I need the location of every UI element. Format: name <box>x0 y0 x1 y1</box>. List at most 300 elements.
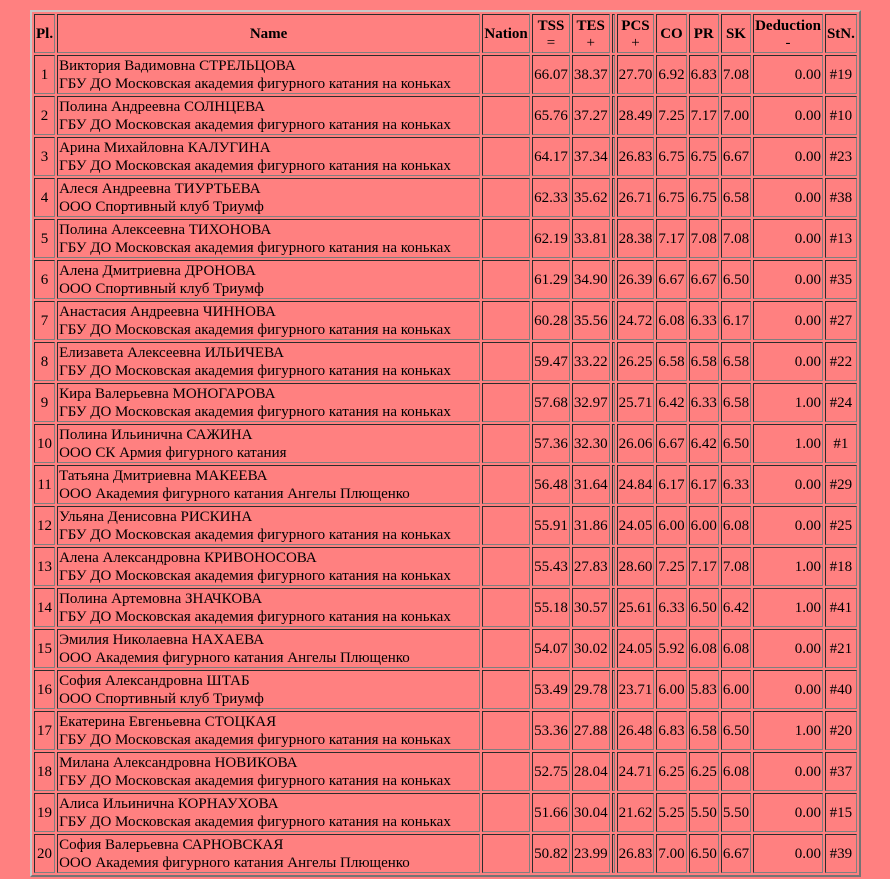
deduction-cell: 1.00 <box>753 711 823 750</box>
skater-name: София Александровна ШТАБ <box>59 672 250 689</box>
pr-cell: 6.42 <box>689 424 719 463</box>
pr-cell: 6.00 <box>689 506 719 545</box>
gap-cell <box>612 670 615 709</box>
header-tss-sub: = <box>546 34 556 51</box>
pr-cell: 5.83 <box>689 670 719 709</box>
nation-cell <box>482 178 530 217</box>
pr-cell: 6.83 <box>689 55 719 94</box>
start-number-cell: #21 <box>825 629 857 668</box>
start-number-cell: #41 <box>825 588 857 627</box>
skater-cell <box>57 301 480 340</box>
co-cell: 6.75 <box>656 178 686 217</box>
deduction-cell: 0.00 <box>753 219 823 258</box>
pcs-cell: 27.70 <box>617 55 655 94</box>
pcs-cell: 26.83 <box>617 137 655 176</box>
sk-cell: 7.00 <box>721 96 751 135</box>
place-cell: 8 <box>34 342 55 381</box>
tss-cell: 57.36 <box>532 424 570 463</box>
start-number-cell: #23 <box>825 137 857 176</box>
skater-club: ГБУ ДО Московская академия фигурного катания на коньках <box>59 772 451 789</box>
deduction-cell: 1.00 <box>753 424 823 463</box>
sk-cell: 6.08 <box>721 506 751 545</box>
skater-cell <box>57 465 480 504</box>
sk-cell: 7.08 <box>721 547 751 586</box>
gap-cell <box>612 629 615 668</box>
nation-cell <box>482 465 530 504</box>
place-cell: 10 <box>34 424 55 463</box>
sk-cell: 6.50 <box>721 260 751 299</box>
header-name: Name <box>57 14 480 53</box>
gap-cell <box>612 793 615 832</box>
header-row <box>34 14 857 53</box>
tes-cell: 38.37 <box>572 55 610 94</box>
deduction-cell: 0.00 <box>753 834 823 873</box>
tss-cell: 50.82 <box>532 834 570 873</box>
deduction-cell: 0.00 <box>753 752 823 791</box>
pcs-cell: 28.60 <box>617 547 655 586</box>
sk-cell: 6.58 <box>721 342 751 381</box>
start-number-cell: #25 <box>825 506 857 545</box>
tes-cell: 23.99 <box>572 834 610 873</box>
gap-cell <box>612 506 615 545</box>
skater-name: Милана Александровна НОВИКОВА <box>59 754 298 771</box>
start-number-cell: #18 <box>825 547 857 586</box>
place-cell: 18 <box>34 752 55 791</box>
place-cell: 4 <box>34 178 55 217</box>
gap-cell <box>612 465 615 504</box>
co-cell: 5.25 <box>656 793 686 832</box>
skater-cell <box>57 547 480 586</box>
table-row <box>34 834 857 873</box>
skater-club: ГБУ ДО Московская академия фигурного катания на коньках <box>59 157 451 174</box>
table-row <box>34 96 857 135</box>
tss-cell: 60.28 <box>532 301 570 340</box>
table-row <box>34 588 857 627</box>
skater-cell <box>57 260 480 299</box>
place-cell: 9 <box>34 383 55 422</box>
place-cell: 11 <box>34 465 55 504</box>
co-cell: 6.92 <box>656 55 686 94</box>
gap-cell <box>612 260 615 299</box>
pr-cell: 6.08 <box>689 629 719 668</box>
skater-name: Алиса Ильинична КОРНАУХОВА <box>59 795 279 812</box>
skater-name: Полина Артемовна ЗНАЧКОВА <box>59 590 263 607</box>
header-tes-label: TES <box>576 17 605 34</box>
skater-club: ГБУ ДО Московская академия фигурного катания на коньках <box>59 526 451 543</box>
gap-cell <box>612 834 615 873</box>
nation-cell <box>482 137 530 176</box>
sk-cell: 6.17 <box>721 301 751 340</box>
tss-cell: 57.68 <box>532 383 570 422</box>
deduction-cell: 0.00 <box>753 629 823 668</box>
skater-name: Ульяна Денисовна РИСКИНА <box>59 508 253 525</box>
skater-name: Полина Алексеевна ТИХОНОВА <box>59 221 272 238</box>
skater-club: ГБУ ДО Московская академия фигурного катания на коньках <box>59 116 451 133</box>
start-number-cell: #29 <box>825 465 857 504</box>
tes-cell: 30.02 <box>572 629 610 668</box>
place-cell: 13 <box>34 547 55 586</box>
start-number-cell: #22 <box>825 342 857 381</box>
skater-name: Анастасия Андреевна ЧИННОВА <box>59 303 276 320</box>
gap-cell <box>612 588 615 627</box>
tes-cell: 30.04 <box>572 793 610 832</box>
place-cell: 6 <box>34 260 55 299</box>
skater-cell <box>57 588 480 627</box>
table-row <box>34 506 857 545</box>
place-cell: 7 <box>34 301 55 340</box>
deduction-cell: 1.00 <box>753 383 823 422</box>
skater-cell <box>57 752 480 791</box>
start-number-cell: #1 <box>825 424 857 463</box>
pcs-cell: 21.62 <box>617 793 655 832</box>
start-number-cell: #20 <box>825 711 857 750</box>
tes-cell: 29.78 <box>572 670 610 709</box>
tss-cell: 59.47 <box>532 342 570 381</box>
tes-cell: 32.97 <box>572 383 610 422</box>
header-pl: Pl. <box>34 14 55 53</box>
place-cell: 19 <box>34 793 55 832</box>
skater-cell <box>57 219 480 258</box>
tes-cell: 35.62 <box>572 178 610 217</box>
skater-cell <box>57 342 480 381</box>
nation-cell <box>482 260 530 299</box>
table-row <box>34 711 857 750</box>
skater-cell <box>57 629 480 668</box>
tss-cell: 56.48 <box>532 465 570 504</box>
deduction-cell: 0.00 <box>753 670 823 709</box>
skater-cell <box>57 55 480 94</box>
skater-cell <box>57 383 480 422</box>
nation-cell <box>482 96 530 135</box>
place-cell: 5 <box>34 219 55 258</box>
gap-cell <box>612 752 615 791</box>
pr-cell: 6.75 <box>689 137 719 176</box>
header-deduction-label: Deduction <box>755 17 821 34</box>
tss-cell: 55.18 <box>532 588 570 627</box>
header-tes-sub: + <box>586 34 595 51</box>
sk-cell: 6.08 <box>721 629 751 668</box>
skater-name: Алена Александровна КРИВОНОСОВА <box>59 549 317 566</box>
gap-cell <box>612 96 615 135</box>
skater-club: ГБУ ДО Московская академия фигурного катания на коньках <box>59 403 451 420</box>
nation-cell <box>482 219 530 258</box>
skater-cell <box>57 506 480 545</box>
skater-cell <box>57 96 480 135</box>
tss-cell: 51.66 <box>532 793 570 832</box>
tss-cell: 66.07 <box>532 55 570 94</box>
nation-cell <box>482 383 530 422</box>
table-row <box>34 55 857 94</box>
tes-cell: 31.86 <box>572 506 610 545</box>
pr-cell: 6.58 <box>689 711 719 750</box>
co-cell: 7.25 <box>656 547 686 586</box>
skater-name: Елизавета Алексеевна ИЛЬИЧЕВА <box>59 344 284 361</box>
pcs-cell: 25.71 <box>617 383 655 422</box>
tes-cell: 27.83 <box>572 547 610 586</box>
tes-cell: 37.34 <box>572 137 610 176</box>
tss-cell: 55.91 <box>532 506 570 545</box>
header-tes <box>572 14 610 53</box>
skater-name: Алена Дмитриевна ДРОНОВА <box>59 262 256 279</box>
table-row <box>34 219 857 258</box>
co-cell: 6.67 <box>656 424 686 463</box>
start-number-cell: #40 <box>825 670 857 709</box>
skater-name: Виктория Вадимовна СТРЕЛЬЦОВА <box>59 57 296 74</box>
gap-cell <box>612 342 615 381</box>
place-cell: 12 <box>34 506 55 545</box>
pr-cell: 5.50 <box>689 793 719 832</box>
deduction-cell: 1.00 <box>753 547 823 586</box>
pcs-cell: 25.61 <box>617 588 655 627</box>
skater-name: Полина Андреевна СОЛНЦЕВА <box>59 98 265 115</box>
skater-name: Полина Ильинична САЖИНА <box>59 426 253 443</box>
deduction-cell: 0.00 <box>753 260 823 299</box>
pr-cell: 6.75 <box>689 178 719 217</box>
co-cell: 6.67 <box>656 260 686 299</box>
table-row <box>34 752 857 791</box>
place-cell: 3 <box>34 137 55 176</box>
skater-cell <box>57 424 480 463</box>
pcs-cell: 24.05 <box>617 506 655 545</box>
pcs-cell: 26.06 <box>617 424 655 463</box>
deduction-cell: 0.00 <box>753 506 823 545</box>
header-pcs-sub: + <box>631 34 640 51</box>
deduction-cell: 0.00 <box>753 465 823 504</box>
start-number-cell: #27 <box>825 301 857 340</box>
skater-name: София Валерьевна САРНОВСКАЯ <box>59 836 284 853</box>
skater-club: ГБУ ДО Московская академия фигурного катания на коньках <box>59 321 451 338</box>
co-cell: 6.42 <box>656 383 686 422</box>
pcs-cell: 26.71 <box>617 178 655 217</box>
co-cell: 7.17 <box>656 219 686 258</box>
table-row <box>34 178 857 217</box>
tes-cell: 33.22 <box>572 342 610 381</box>
co-cell: 6.58 <box>656 342 686 381</box>
skater-club: ООО Академия фигурного катания Ангелы Плющенко <box>59 854 410 871</box>
table-row <box>34 465 857 504</box>
tss-cell: 53.49 <box>532 670 570 709</box>
table-row <box>34 301 857 340</box>
sk-cell: 6.50 <box>721 424 751 463</box>
pcs-cell: 26.25 <box>617 342 655 381</box>
deduction-cell: 0.00 <box>753 793 823 832</box>
gap-cell <box>612 711 615 750</box>
pr-cell: 6.33 <box>689 383 719 422</box>
start-number-cell: #35 <box>825 260 857 299</box>
nation-cell <box>482 547 530 586</box>
skater-club: ООО Академия фигурного катания Ангелы Плющенко <box>59 485 410 502</box>
skater-name: Кира Валерьевна МОНОГАРОВА <box>59 385 276 402</box>
sk-cell: 6.00 <box>721 670 751 709</box>
skater-name: Эмилия Николаевна НАХАЕВА <box>59 631 265 648</box>
header-deduction-sub: - <box>785 34 791 51</box>
start-number-cell: #19 <box>825 55 857 94</box>
start-number-cell: #15 <box>825 793 857 832</box>
start-number-cell: #13 <box>825 219 857 258</box>
co-cell: 6.00 <box>656 506 686 545</box>
skater-club: ООО СК Армия фигурного катания <box>59 444 287 461</box>
gap-cell <box>612 383 615 422</box>
co-cell: 7.00 <box>656 834 686 873</box>
nation-cell <box>482 629 530 668</box>
gap-cell <box>612 55 615 94</box>
pr-cell: 6.33 <box>689 301 719 340</box>
pr-cell: 7.17 <box>689 96 719 135</box>
nation-cell <box>482 424 530 463</box>
tes-cell: 31.64 <box>572 465 610 504</box>
header-co: CO <box>656 14 686 53</box>
tss-cell: 54.07 <box>532 629 570 668</box>
pr-cell: 6.50 <box>689 834 719 873</box>
tss-cell: 64.17 <box>532 137 570 176</box>
tss-cell: 55.43 <box>532 547 570 586</box>
header-stn: StN. <box>825 14 857 53</box>
pcs-cell: 28.49 <box>617 96 655 135</box>
sk-cell: 6.33 <box>721 465 751 504</box>
header-tss-label: TSS <box>537 17 565 34</box>
skater-club: ООО Академия фигурного катания Ангелы Плющенко <box>59 649 410 666</box>
tes-cell: 34.90 <box>572 260 610 299</box>
gap-cell <box>612 178 615 217</box>
skater-cell <box>57 793 480 832</box>
place-cell: 17 <box>34 711 55 750</box>
co-cell: 6.83 <box>656 711 686 750</box>
nation-cell <box>482 670 530 709</box>
gap-cell <box>612 137 615 176</box>
skater-club: ГБУ ДО Московская академия фигурного катания на коньках <box>59 731 451 748</box>
pr-cell: 7.17 <box>689 547 719 586</box>
co-cell: 6.33 <box>656 588 686 627</box>
co-cell: 6.25 <box>656 752 686 791</box>
skater-name: Татьяна Дмитриевна МАКЕЕВА <box>59 467 268 484</box>
header-tss <box>532 14 570 53</box>
skater-club: ГБУ ДО Московская академия фигурного катания на коньках <box>59 608 451 625</box>
skater-name: Екатерина Евгеньевна СТОЦКАЯ <box>59 713 277 730</box>
place-cell: 20 <box>34 834 55 873</box>
pcs-cell: 28.38 <box>617 219 655 258</box>
sk-cell: 6.58 <box>721 178 751 217</box>
nation-cell <box>482 834 530 873</box>
pcs-cell: 26.48 <box>617 711 655 750</box>
place-cell: 2 <box>34 96 55 135</box>
nation-cell <box>482 342 530 381</box>
nation-cell <box>482 793 530 832</box>
start-number-cell: #38 <box>825 178 857 217</box>
pr-cell: 7.08 <box>689 219 719 258</box>
header-pcs-label: PCS <box>621 17 650 34</box>
place-cell: 16 <box>34 670 55 709</box>
sk-cell: 6.58 <box>721 383 751 422</box>
nation-cell <box>482 752 530 791</box>
pcs-cell: 26.39 <box>617 260 655 299</box>
skater-club: ГБУ ДО Московская академия фигурного катания на коньках <box>59 813 451 830</box>
tes-cell: 30.57 <box>572 588 610 627</box>
sk-cell: 6.50 <box>721 711 751 750</box>
header-pr: PR <box>689 14 719 53</box>
pr-cell: 6.58 <box>689 342 719 381</box>
header-nation: Nation <box>482 14 530 53</box>
skater-club: ООО Спортивный клуб Триумф <box>59 198 264 215</box>
skater-cell <box>57 834 480 873</box>
pr-cell: 6.67 <box>689 260 719 299</box>
skater-club: ГБУ ДО Московская академия фигурного катания на коньках <box>59 567 451 584</box>
pcs-cell: 24.84 <box>617 465 655 504</box>
nation-cell <box>482 506 530 545</box>
gap-cell <box>612 547 615 586</box>
skater-club: ООО Спортивный клуб Триумф <box>59 690 264 707</box>
co-cell: 5.92 <box>656 629 686 668</box>
table-row <box>34 342 857 381</box>
sk-cell: 5.50 <box>721 793 751 832</box>
gap-cell <box>612 219 615 258</box>
co-cell: 6.08 <box>656 301 686 340</box>
tes-cell: 32.30 <box>572 424 610 463</box>
nation-cell <box>482 301 530 340</box>
pcs-cell: 26.83 <box>617 834 655 873</box>
tes-cell: 28.04 <box>572 752 610 791</box>
nation-cell <box>482 711 530 750</box>
skater-cell <box>57 137 480 176</box>
place-cell: 14 <box>34 588 55 627</box>
deduction-cell: 1.00 <box>753 588 823 627</box>
sk-cell: 6.67 <box>721 137 751 176</box>
skater-cell <box>57 711 480 750</box>
tes-cell: 37.27 <box>572 96 610 135</box>
tss-cell: 65.76 <box>532 96 570 135</box>
header-deduction <box>753 14 823 53</box>
start-number-cell: #37 <box>825 752 857 791</box>
table-row <box>34 547 857 586</box>
gap-cell <box>612 301 615 340</box>
skater-club: ГБУ ДО Московская академия фигурного катания на коньках <box>59 239 451 256</box>
sk-cell: 7.08 <box>721 55 751 94</box>
tes-cell: 35.56 <box>572 301 610 340</box>
deduction-cell: 0.00 <box>753 55 823 94</box>
start-number-cell: #24 <box>825 383 857 422</box>
results-body <box>34 55 857 873</box>
tss-cell: 62.19 <box>532 219 570 258</box>
table-row <box>34 383 857 422</box>
skater-club: ГБУ ДО Московская академия фигурного катания на коньках <box>59 75 451 92</box>
co-cell: 6.75 <box>656 137 686 176</box>
tss-cell: 53.36 <box>532 711 570 750</box>
table-row <box>34 260 857 299</box>
deduction-cell: 0.00 <box>753 137 823 176</box>
pcs-cell: 23.71 <box>617 670 655 709</box>
tes-cell: 33.81 <box>572 219 610 258</box>
skater-name: Арина Михайловна КАЛУГИНА <box>59 139 271 156</box>
skater-club: ГБУ ДО Московская академия фигурного катания на коньках <box>59 362 451 379</box>
sk-cell: 7.08 <box>721 219 751 258</box>
sk-cell: 6.42 <box>721 588 751 627</box>
sk-cell: 6.08 <box>721 752 751 791</box>
nation-cell <box>482 55 530 94</box>
tes-cell: 27.88 <box>572 711 610 750</box>
co-cell: 6.17 <box>656 465 686 504</box>
pr-cell: 6.17 <box>689 465 719 504</box>
pcs-cell: 24.05 <box>617 629 655 668</box>
skater-cell <box>57 178 480 217</box>
start-number-cell: #10 <box>825 96 857 135</box>
place-cell: 15 <box>34 629 55 668</box>
header-gap <box>612 14 615 53</box>
tss-cell: 52.75 <box>532 752 570 791</box>
sk-cell: 6.67 <box>721 834 751 873</box>
deduction-cell: 0.00 <box>753 178 823 217</box>
skater-name: Алеся Андреевна ТИУРТЬЕВА <box>59 180 261 197</box>
table-row <box>34 793 857 832</box>
start-number-cell: #39 <box>825 834 857 873</box>
